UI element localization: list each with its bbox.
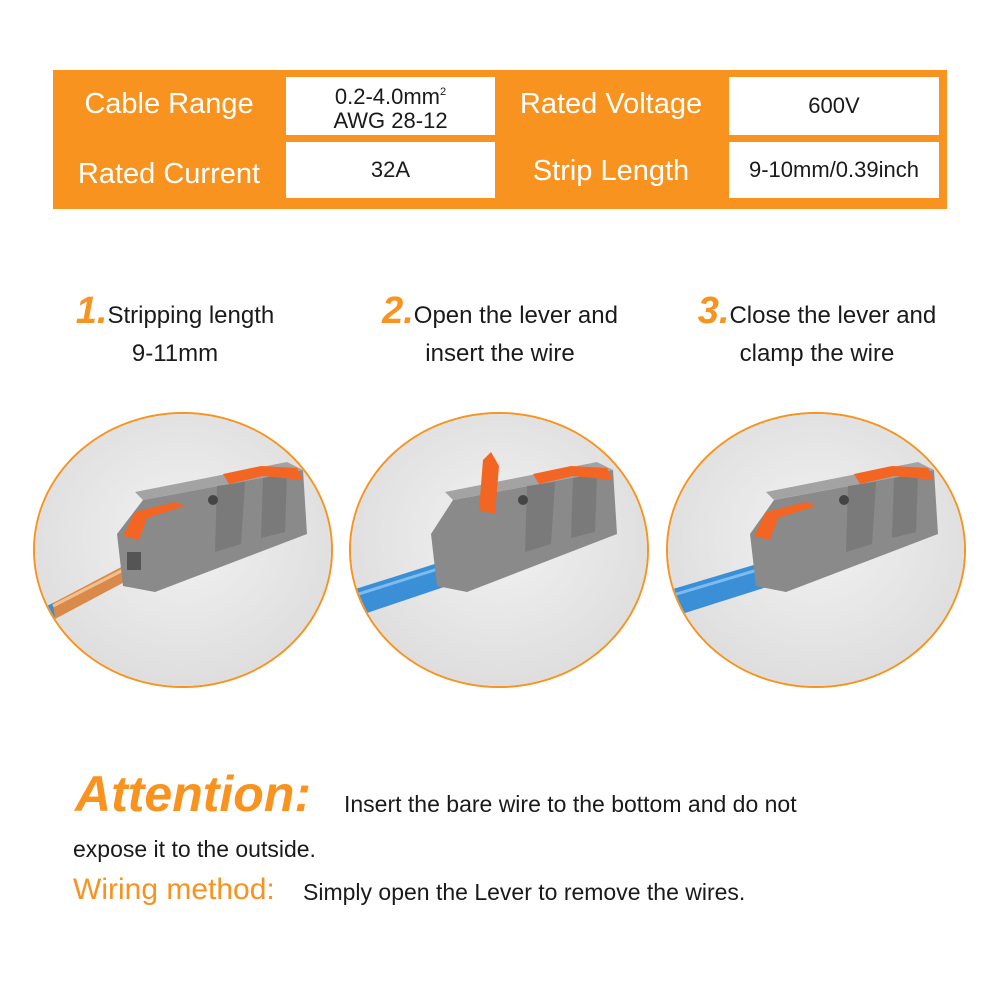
step-2-image (349, 412, 649, 688)
step-3-line2: clamp the wire (739, 340, 895, 367)
step-1-line2: 9-11mm (131, 340, 219, 367)
cable-range-label: Cable Range (84, 87, 254, 120)
connector-lever-open-illustration (351, 414, 647, 686)
step-1-image (33, 412, 333, 688)
step-2-line2: insert the wire (425, 340, 575, 367)
strip-length-value: 9-10mm/0.39inch (729, 142, 939, 198)
rated-voltage-value: 600V (729, 77, 939, 135)
wiring-method-title: Wiring method: (73, 873, 275, 906)
rated-current-label: Rated Current (77, 158, 261, 190)
cable-range-value-line1: 0.2-4.0mm (334, 83, 441, 109)
strip-length-label: Strip Length (532, 154, 690, 187)
step-3-number: 3. (697, 290, 730, 332)
step-3-image (666, 412, 966, 688)
spec-table (53, 70, 947, 209)
step-3-caption (672, 292, 962, 373)
attention-text-line1: Insert the bare wire to the bottom and do not (344, 791, 797, 817)
attention-title: Attention: (75, 766, 312, 822)
wiring-method-text: Simply open the Lever to remove the wires. (303, 879, 746, 905)
wire-insulation (35, 602, 55, 632)
step-2-caption (355, 292, 645, 373)
step-1-caption (55, 292, 295, 373)
step-2-number: 2. (382, 290, 414, 332)
rated-current-value: 32A (286, 142, 495, 198)
step-2-line1: Open the lever and (413, 302, 618, 329)
connector-lever-closed-illustration (668, 414, 964, 686)
cable-range-superscript: 2 (440, 85, 447, 98)
attention-text-line2: expose it to the outside. (73, 836, 316, 862)
rated-voltage-label: Rated Voltage (519, 87, 703, 120)
cable-range-value (286, 77, 495, 135)
connector-stripped-wire-illustration (35, 414, 331, 686)
step-1-line1: Stripping length (107, 302, 275, 329)
cable-range-value-line2: AWG 28-12 (333, 107, 448, 133)
step-3-line1: Close the lever and (729, 302, 937, 329)
step-1-number: 1. (75, 290, 108, 332)
